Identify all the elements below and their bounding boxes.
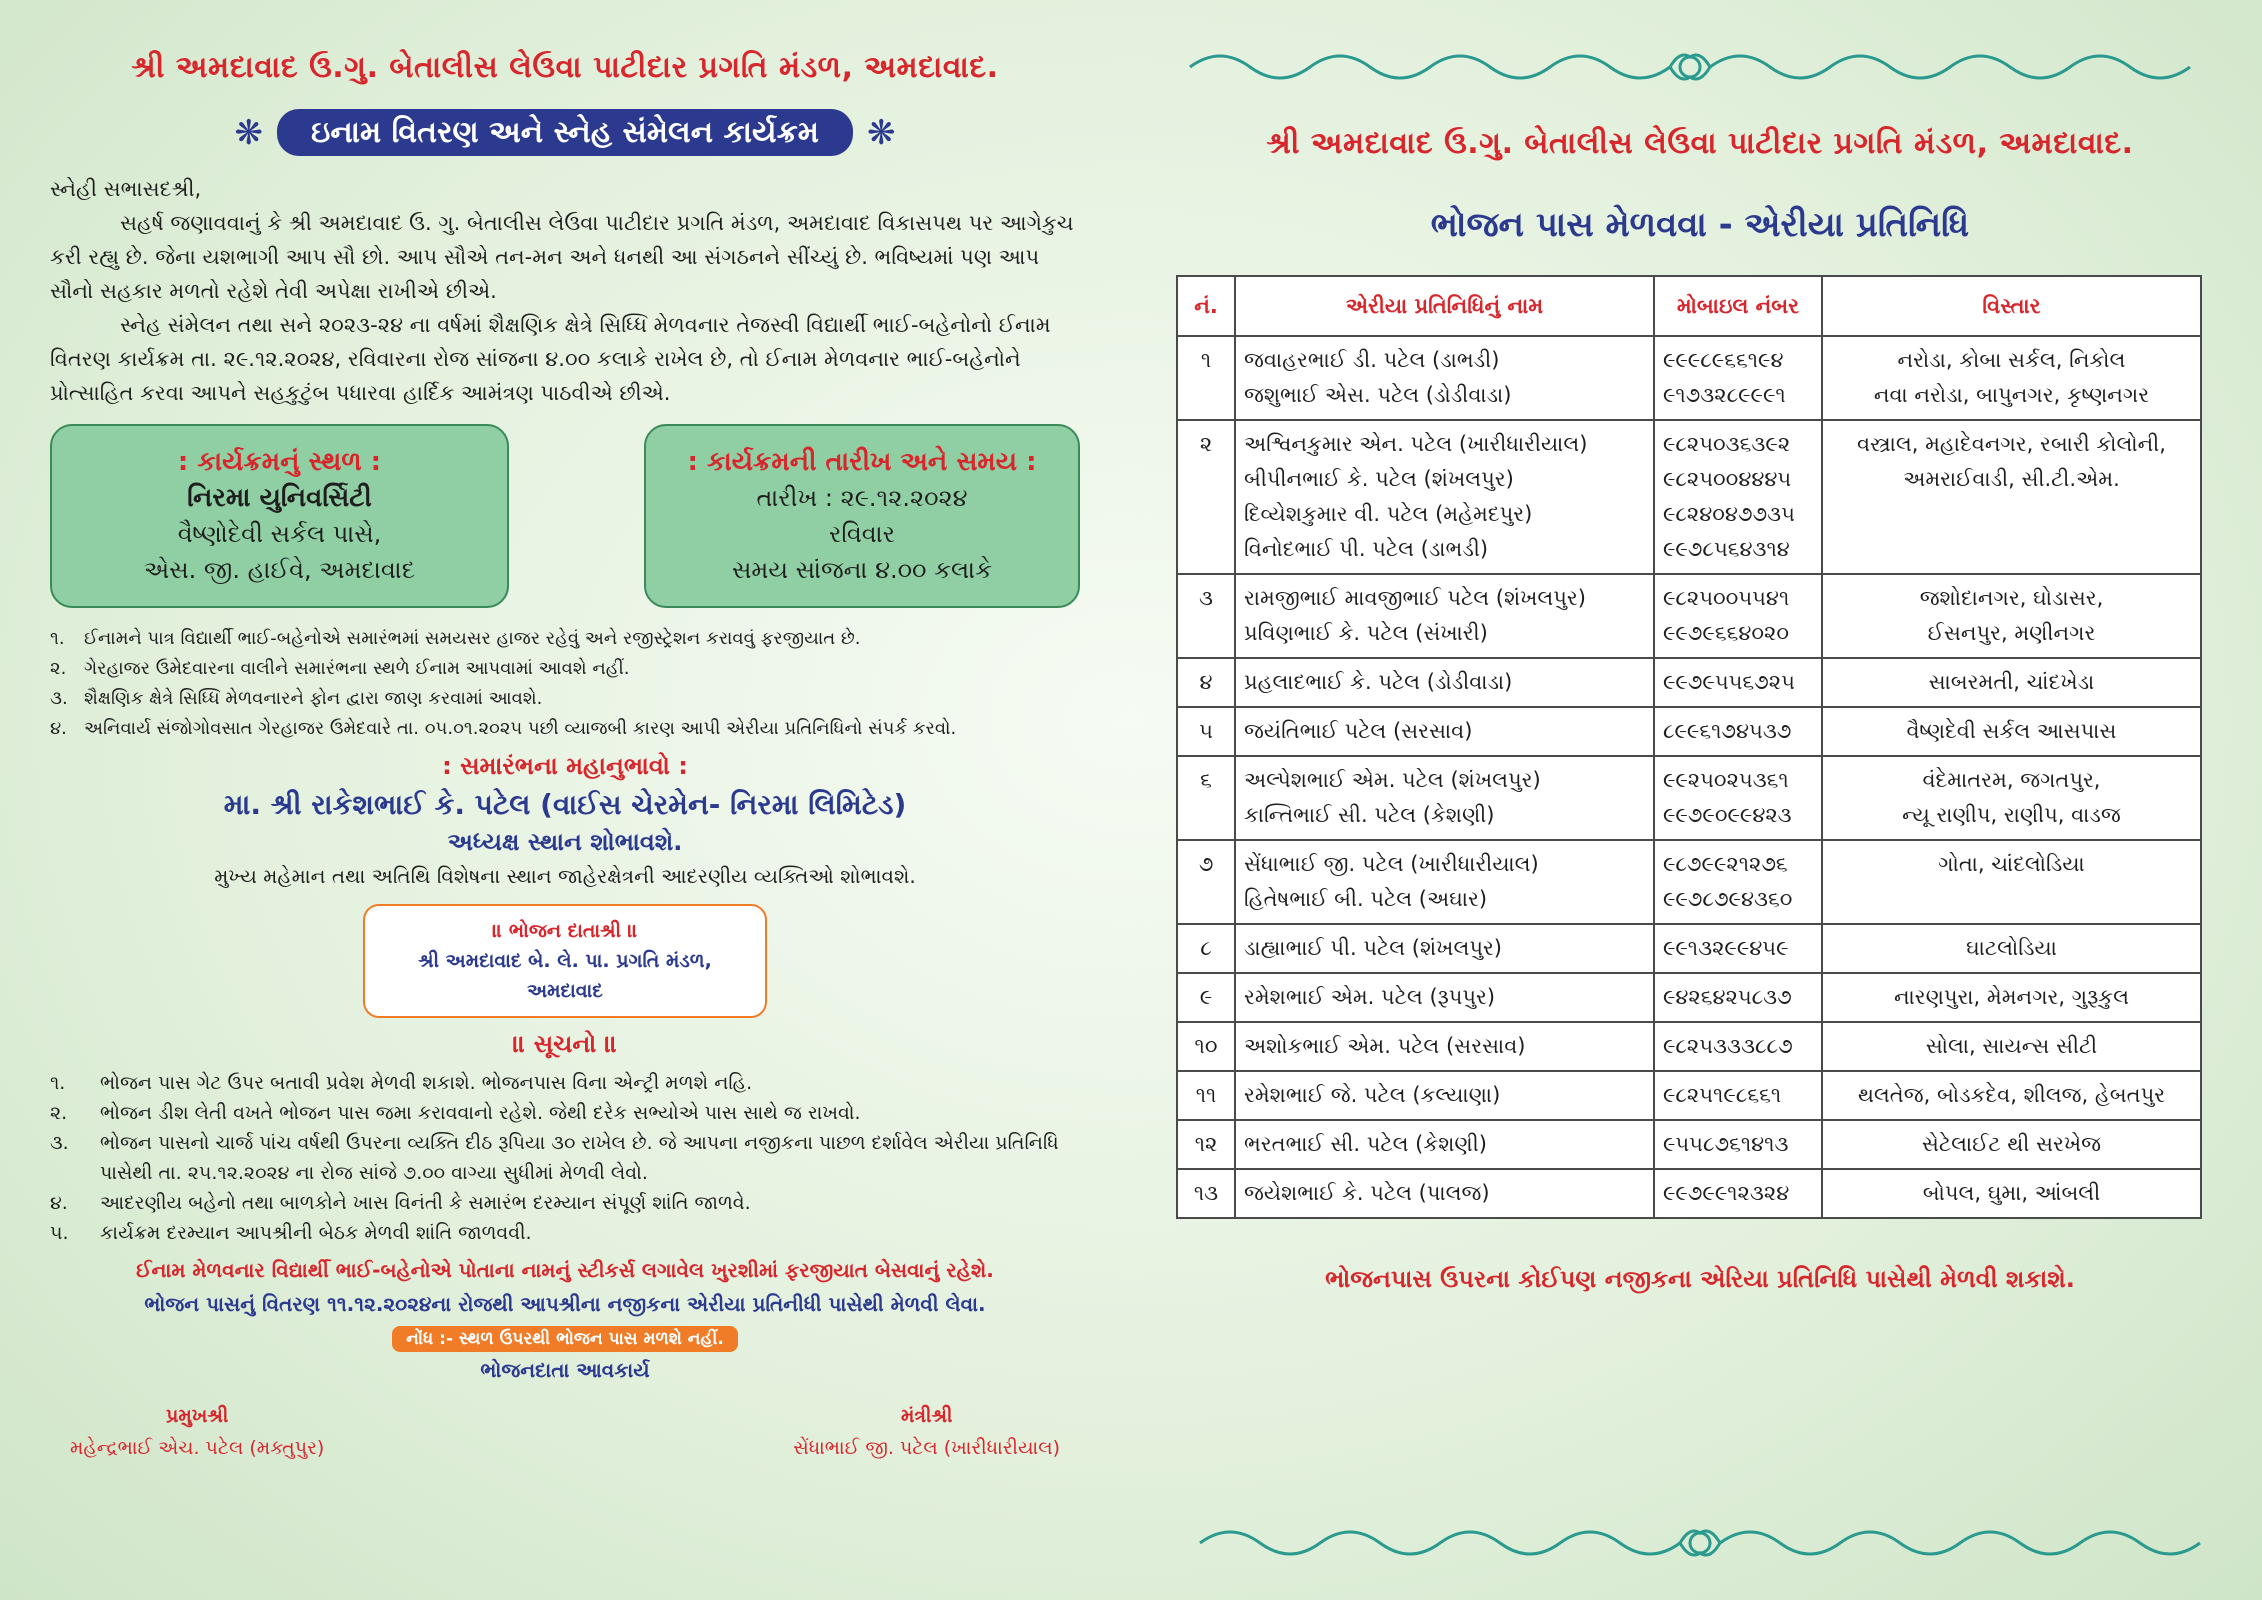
dignitaries-heading: : સમારંભના મહાનુભાવો : [442, 752, 688, 780]
event-banner: ઇનામ વિતરણ અને સ્નેહ સંમેલન કાર્યક્રમ [277, 109, 853, 156]
guests-text: મુખ્ય મહેમાન તથા અતિથિ વિશેષના સ્થાન જાહેરક્ષેત્રની આદરણીય વ્યક્તિઓ શોભાવશે. [214, 864, 916, 888]
paragraph-2: સ્નેહ સંમેલન તથા સને ૨૦૨૩-૨૪ ના વર્ષમાં શૈક્ષણિક ક્ષેત્રે સિધ્ધિ મેળવનાર તેજસ્વી વિદ્યાર્થી ભાઈ-બહેનોનો ઈનામ વિતરણ કાર્યક્રમ તા. ૨૯.૧૨.૨૦૨૪, રવિવારના રોજ સાંજના ૪.૦૦ કલાકે રાખેલ છે, તો ઈનામ મેળવનાર ભાઈ-બહેનોને પ્રોત્સાહિત કરવા આપને સહકુટુંબ પધારવા હાર્દિક આમંત્રણ પાઠવીએ છીએ. [50, 313, 1051, 405]
table-row [1177, 1022, 2201, 1071]
rule-item [50, 714, 1080, 744]
col-mobile: મોબાઇલ નંબર [1654, 276, 1822, 336]
row-number: ૫ [1177, 707, 1235, 756]
rep-names: રમેશભાઈ એમ. પટેલ (રૂપપુર) [1235, 973, 1654, 1022]
president-signature [70, 1400, 324, 1464]
chief-guest-role: અધ્યક્ષ સ્થાન શોભાવશે. [447, 828, 683, 856]
rule-item-text: અનિવાર્ય સંજોગોવસાત ગેરહાજર ઉમેદવારે તા. ૦૫.૦૧.૨૦૨૫ પછી વ્યાજબી કારણ આપી એરીયા પ્રતિનિધિનો સંપર્ક કરવો. [84, 718, 957, 739]
scroll-ornament-icon [1180, 40, 2200, 94]
table-row [1177, 924, 2201, 973]
rep-mobiles: ૯૯૯૮૯૬૬૧૯૪ ૯૧૭૩૨૮૯૯૯૧ [1654, 336, 1822, 420]
row-number: ૨ [1177, 420, 1235, 574]
row-number: ૧૧ [1177, 1071, 1235, 1120]
rep-names: અશોકભાઈ એમ. પટેલ (સરસાવ) [1235, 1022, 1654, 1071]
instruction-item [50, 1188, 1080, 1218]
left-panel [50, 50, 1080, 1570]
table-row [1177, 840, 2201, 924]
rule-item [50, 624, 1080, 654]
rule-item-number: ૪. [50, 718, 67, 739]
table-row [1177, 336, 2201, 420]
instruction-item-text: ભોજન ડીશ લેતી વખતે ભોજન પાસ જમા કરાવવાનો રહેશે. જેથી દરેક સભ્યોએ પાસ સાથે જ રાખવો. [100, 1102, 861, 1124]
col-name: એરીયા પ્રતિનિધિનું નામ [1235, 276, 1654, 336]
venue-line-1: વૈષ્ણોદેવી સર્કલ પાસે, [177, 520, 382, 548]
pass-distribution-notice: ભોજન પાસનું વિતરણ ૧૧.૧૨.૨૦૨૪ના રોજથી આપશ્રીના નજીકના એરીયા પ્રતિનીધી પાસેથી મેળવી લેવા. [144, 1292, 986, 1316]
table-row [1177, 658, 2201, 707]
rep-names: ભરતભાઈ સી. પટેલ (કેશણી) [1235, 1120, 1654, 1169]
instruction-item [50, 1218, 1080, 1248]
rule-item [50, 654, 1080, 684]
instruction-item [50, 1128, 1080, 1188]
rep-area: સોલા, સાયન્સ સીટી [1822, 1022, 2201, 1071]
rep-mobiles: ૯૮૭૯૯૨૧૨૭૬ ૯૯૭૮૭૯૪૩૬૦ [1654, 840, 1822, 924]
row-number: ૩ [1177, 574, 1235, 658]
rep-mobiles: ૯૯૨૫૦૨૫૩૬૧ ૯૯૭૯૦૯૯૪૨૩ [1654, 756, 1822, 840]
row-number: ૬ [1177, 756, 1235, 840]
rep-mobiles: ૯૮૨૫૦૦૫૫૪૧ ૯૯૭૯૬૬૪૦૨૦ [1654, 574, 1822, 658]
datetime-heading: : કાર્યક્રમની તારીખ અને સમય : [687, 447, 1037, 477]
paragraph-1: સહર્ષ જણાવવાનું કે શ્રી અમદાવાદ ઉ. ગુ. બેતાલીસ લેઉવા પાટીદાર પ્રગતિ મંડળ, અમદાવાદ વિકાસપથ પર આગેકુચ કરી રહ્યુ છે. જેના યશભાગી આપ સૌ છો. આપ સૌએ તન-મન અને ધનથી આ સંગઠનને સીંચ્યું છે. ભવિષ્યમાં પણ આપ સૌનો સહકાર મળતો રહેશે તેવી અપેક્ષા રાખીએ છીએ. [50, 211, 1074, 303]
rep-names: જયંતિભાઈ પટેલ (સરસાવ) [1235, 707, 1654, 756]
rep-area: વંદેમાતરમ, જગતપુર, ન્યૂ રાણીપ, રાણીપ, વાડજ [1822, 756, 2201, 840]
note-badge: નોંધ :- સ્થળ ઉપરથી ભોજન પાસ મળશે નહીં. [392, 1326, 738, 1352]
rep-area: નરોડા, કોબા સર્કલ, નિકોલ નવા નરોડા, બાપુનગર, કૃષ્ણનગર [1822, 336, 2201, 420]
table-row [1177, 707, 2201, 756]
table-row [1177, 1169, 2201, 1218]
row-number: ૮ [1177, 924, 1235, 973]
instruction-item-text: કાર્યક્રમ દરમ્યાન આપશ્રીની બેઠક મેળવી શાંતિ જાળવવી. [100, 1222, 532, 1244]
right-panel [1180, 40, 2220, 1570]
instruction-item-text: ભોજન પાસનો ચાર્જ પાંચ વર્ષથી ઉપરના વ્યક્તિ દીઠ રૂપિયા ૩૦ રાખેલ છે. જે આપના નજીકના પાછળ દર્શાવેલ એરીયા પ્રતિનિધિ પાસેથી તા. ૨૫.૧૨.૨૦૨૪ ના રોજ સાંજે ૭.૦૦ વાગ્યા સુધીમાં મેળવી લેવો. [100, 1132, 1059, 1184]
rules-list [50, 624, 1080, 744]
rep-names: ડાહ્યાભાઈ પી. પટેલ (શંખલપુર) [1235, 924, 1654, 973]
chief-guest-name: મા. શ્રી રાકેશભાઈ કે. પટેલ (વાઈસ ચેરમેન- નિરમા લિમિટેડ) [223, 788, 907, 821]
table-row [1177, 973, 2201, 1022]
instruction-item-text: ભોજન પાસ ગેટ ઉપર બતાવી પ્રવેશ મેળવી શકાશે. ભોજનપાસ વિના એન્ટ્રી મળશે નહિ. [100, 1072, 753, 1094]
pass-footer-note: ભોજનપાસ ઉપરના કોઈપણ નજીકના એરિયા પ્રતિનિધિ પાસેથી મેળવી શકાશે. [1325, 1265, 2075, 1293]
rep-area: જશોદાનગર, ઘોડાસર, ઈસનપુર, મણીનગર [1822, 574, 2201, 658]
rep-mobiles: ૯૮૨૫૦૩૬૩૯૨ ૯૮૨૫૦૦૪૪૪૫ ૯૮૨૪૦૪૭૭૩૫ ૯૯૭૮૫૬૪૩૧૪ [1654, 420, 1822, 574]
row-number: ૭ [1177, 840, 1235, 924]
rule-item-number: ૨. [50, 658, 67, 679]
row-number: ૪ [1177, 658, 1235, 707]
area-representatives-table [1176, 275, 2202, 1219]
row-number: ૧૦ [1177, 1022, 1235, 1071]
rep-names: અશ્વિનકુમાર એન. પટેલ (ખારીધારીયાલ) બીપીનભાઈ કે. પટેલ (શંખલપુર) દિવ્યેશકુમાર વી. પટેલ (મહેમદપુર) વિનોદભાઈ પી. પટેલ (ડાભડી) [1235, 420, 1654, 574]
rep-names: જયેશભાઈ કે. પટેલ (પાલજ) [1235, 1169, 1654, 1218]
rule-item-text: શૈક્ષણિક ક્ષેત્રે સિધ્ધિ મેળવનારને ફોન દ્વારા જાણ કરવામાં આવશે. [84, 688, 543, 709]
col-number: નં. [1177, 276, 1235, 336]
row-number: ૧૨ [1177, 1120, 1235, 1169]
rep-area: ગોતા, ચાંદલોડિયા [1822, 840, 2201, 924]
table-header-row [1177, 276, 2201, 336]
rep-names: અલ્પેશભાઈ એમ. પટેલ (શંખલપુર) કાન્તિભાઈ સી. પટેલ (કેશણી) [1235, 756, 1654, 840]
row-number: ૧૩ [1177, 1169, 1235, 1218]
donor-welcome: ભોજનદાતા આવકાર્ય [480, 1358, 650, 1382]
event-banner-row [50, 109, 1080, 156]
flower-ornament-icon: ❋ [866, 112, 896, 153]
signatures [50, 1400, 1080, 1464]
rep-area: સાબરમતી, ચાંદખેડા [1822, 658, 2201, 707]
row-number: ૯ [1177, 973, 1235, 1022]
rule-item-text: ગેરહાજર ઉમેદવારના વાલીને સમારંભના સ્થળે ઈનામ આપવામાં આવશે નહીં. [84, 658, 630, 679]
event-time: સમય સાંજના ૪.૦૦ કલાકે [731, 556, 993, 584]
rule-item-number: ૩. [50, 688, 68, 709]
rep-area: વસ્ત્રાલ, મહાદેવનગર, રબારી કોલોની, અમરાઈવાડી, સી.ટી.એમ. [1822, 420, 2201, 574]
president-name: મહેન્દ્રભાઈ એચ. પટેલ (મક્તુપુર) [70, 1437, 325, 1459]
rep-area: નારણપુરા, મેમનગર, ગુરૂકુલ [1822, 973, 2201, 1022]
row-number: ૧ [1177, 336, 1235, 420]
table-row [1177, 1120, 2201, 1169]
instruction-item-number: ૧. [50, 1072, 66, 1094]
instructions-heading: ॥ સૂચનો ॥ [512, 1030, 618, 1058]
event-date: તારીખ : ૨૯.૧૨.૨૦૨૪ [756, 484, 968, 512]
rep-names: જવાહરભાઈ ડી. પટેલ (ડાભડી) જશુભાઈ એસ. પટેલ (ડોડીવાડા) [1235, 336, 1654, 420]
rule-item [50, 684, 1080, 714]
rep-mobiles: ૯૫૫૮૭૬૧૪૧૩ [1654, 1120, 1822, 1169]
org-title-right: શ્રી અમદાવાદ ઉ.ગુ. બેતાલીસ લેઉવા પાટીદાર પ્રગતિ મંડળ, અમદાવાદ. [1266, 126, 2134, 161]
secretary-name: સેંધાભાઈ જી. પટેલ (ખારીધારીયાલ) [793, 1437, 1060, 1459]
sticker-notice: ઈનામ મેળવનાર વિદ્યાર્થી ભાઈ-બહેનોએ પોતાના નામનું સ્ટીકર્સ લગાવેલ ખુરશીમાં ફરજીયાત બેસવાનું રહેશે. [136, 1258, 994, 1282]
table-body [1177, 336, 2201, 1218]
rep-mobiles: ૯૮૨૫૩૩૩૮૮૭ [1654, 1022, 1822, 1071]
rep-area: વૈષ્ણદેવી સર્કલ આસપાસ [1822, 707, 2201, 756]
rep-mobiles: ૯૮૨૫૧૯૮૬૬૧ [1654, 1071, 1822, 1120]
table-row [1177, 1071, 2201, 1120]
secretary-title: મંત્રીશ્રી [900, 1405, 953, 1427]
invitation-text [50, 172, 1080, 410]
info-boxes [50, 424, 1080, 608]
rep-area: ઘાટલોડિયા [1822, 924, 2201, 973]
table-row [1177, 574, 2201, 658]
venue-heading: : કાર્યક્રમનું સ્થળ : [177, 447, 382, 477]
note-row [50, 1326, 1080, 1352]
donor-line-2: અમદાવાદ [527, 980, 603, 1002]
secretary-signature [793, 1400, 1060, 1464]
rep-names: સેંધાભાઈ જી. પટેલ (ખારીધારીયાલ) હિતેષભાઈ બી. પટેલ (અઘાર) [1235, 840, 1654, 924]
area-rep-heading: ભોજન પાસ મેળવવા - એરીયા પ્રતિનિધિ [1430, 205, 1970, 245]
rep-names: રામજીભાઈ માવજીભાઈ પટેલ (શંખલપુર) પ્રવિણભાઈ કે. પટેલ (સંખારી) [1235, 574, 1654, 658]
instruction-item-number: ૪. [50, 1192, 68, 1214]
donor-line-1: શ્રી અમદાવાદ બે. લે. પા. પ્રગતિ મંડળ, [418, 950, 712, 972]
salutation: સ્નેહી સભાસદશ્રી, [50, 177, 202, 201]
rep-area: થલતેજ, બોડકદેવ, શીલજ, હેબતપુર [1822, 1071, 2201, 1120]
rep-area: બોપલ, ઘુમા, આંબલી [1822, 1169, 2201, 1218]
table-row [1177, 756, 2201, 840]
rep-mobiles: ૯૯૧૩૨૯૯૪૫૯ [1654, 924, 1822, 973]
venue-line-2: એસ. જી. હાઈવે, અમદાવાદ [143, 556, 416, 584]
venue-name: નિરમા યુનિવર્સિટી [187, 483, 372, 513]
food-donor-box [363, 904, 767, 1018]
datetime-box [644, 424, 1080, 608]
rule-item-text: ઈનામને પાત્ર વિદ્યાર્થી ભાઈ-બહેનોએ સમારંભમાં સમયસર હાજર રહેવું અને રજીસ્ટ્રેશન કરાવવું ફરજીયાત છે. [84, 628, 861, 649]
rule-item-number: ૧. [50, 628, 65, 649]
rep-names: પ્રહલાદભાઈ કે. પટેલ (ડોડીવાડા) [1235, 658, 1654, 707]
rep-area: સેટેલાઈટ થી સરખેજ [1822, 1120, 2201, 1169]
col-area: વિસ્તાર [1822, 276, 2201, 336]
instruction-item-number: ૩. [50, 1132, 69, 1154]
rep-mobiles: ૮૯૯૬૧૭૪૫૩૭ [1654, 707, 1822, 756]
donor-heading: ॥ ભોજન દાતાશ્રી ॥ [492, 920, 638, 942]
rep-mobiles: ૯૯૭૯૯૧૨૩૨૪ [1654, 1169, 1822, 1218]
rep-mobiles: ૯૯૭૯૫૫૬૭૨૫ [1654, 658, 1822, 707]
rep-mobiles: ૯૪૨૬૪૨૫૮૩૭ [1654, 973, 1822, 1022]
instruction-item-number: ૨. [50, 1102, 68, 1124]
rep-names: રમેશભાઈ જે. પટેલ (કલ્યાણા) [1235, 1071, 1654, 1120]
venue-box [50, 424, 509, 608]
flower-ornament-icon: ❋ [234, 112, 264, 153]
instruction-item-number: ૫. [50, 1222, 69, 1244]
event-day: રવિવાર [828, 520, 896, 548]
scroll-ornament-bottom-icon [1190, 1516, 2210, 1570]
instruction-item [50, 1098, 1080, 1128]
instruction-item [50, 1068, 1080, 1098]
president-title: પ્રમુખશ્રી [166, 1405, 229, 1427]
instructions-list [50, 1068, 1080, 1248]
org-title: શ્રી અમદાવાદ ઉ.ગુ. બેતાલીસ લેઉવા પાટીદાર પ્રગતિ મંડળ, અમદાવાદ. [131, 50, 999, 85]
table-row [1177, 420, 2201, 574]
instruction-item-text: આદરણીય બહેનો તથા બાળકોને ખાસ વિનંતી કે સમારંભ દરમ્યાન સંપૂર્ણ શાંતિ જાળવે. [100, 1192, 751, 1214]
